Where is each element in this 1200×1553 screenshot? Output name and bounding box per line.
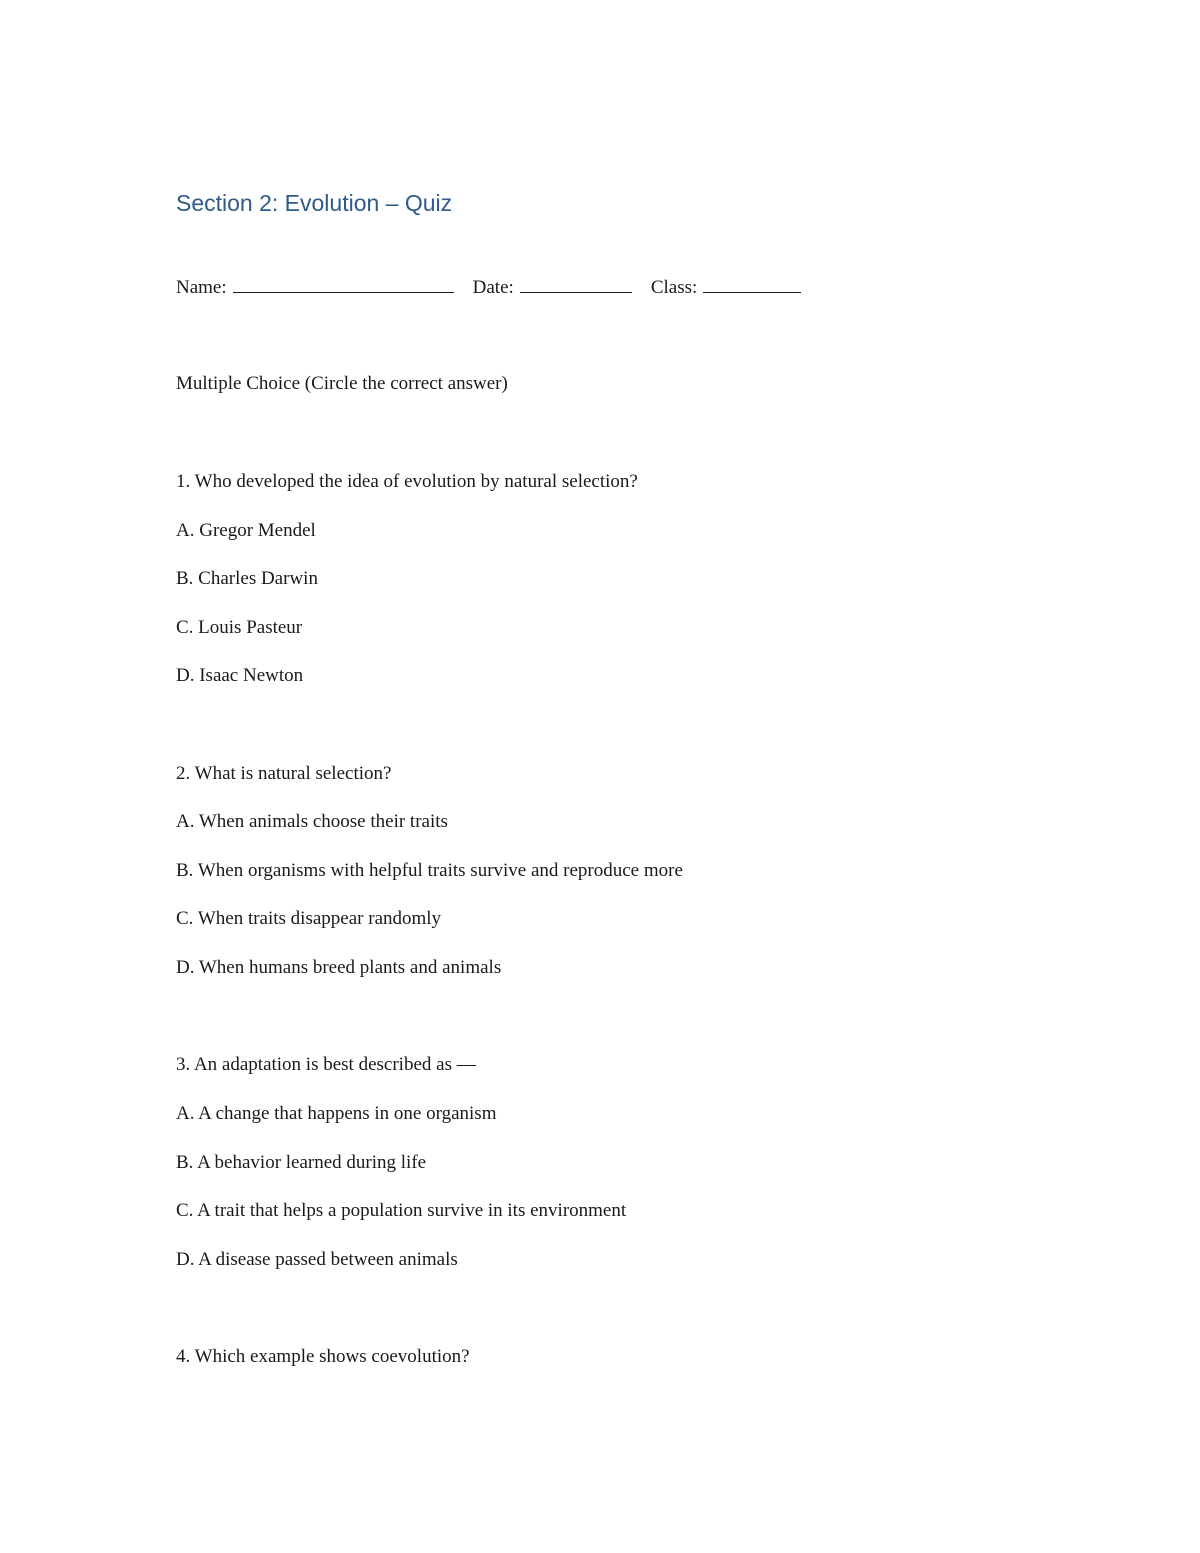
name-blank-line: [233, 277, 454, 293]
page-title: Section 2: Evolution – Quiz: [176, 190, 453, 216]
answer-option: A. When animals choose their traits: [176, 811, 448, 832]
instructions: Multiple Choice (Circle the correct answer): [176, 373, 508, 394]
answer-option: D. A disease passed between animals: [176, 1249, 458, 1270]
question-prompt: 2. What is natural selection?: [176, 763, 392, 784]
question-prompt: 4. Which example shows coevolution?: [176, 1346, 470, 1367]
question-prompt: 1. Who developed the idea of evolution by natural selection?: [176, 471, 638, 492]
date-blank-line: [520, 277, 632, 293]
answer-option: C. A trait that helps a population survive in its environment: [176, 1200, 627, 1221]
answer-option: B. When organisms with helpful traits survive and reproduce more: [176, 860, 683, 881]
answer-option: D. When humans breed plants and animals: [176, 957, 502, 978]
student-info-row: [176, 277, 801, 299]
answer-option: A. A change that happens in one organism: [176, 1103, 497, 1124]
answer-option: D. Isaac Newton: [176, 665, 304, 686]
answer-option: A. Gregor Mendel: [176, 520, 316, 541]
answer-option: C. Louis Pasteur: [176, 617, 303, 638]
class-blank-line: [703, 277, 801, 293]
answer-option: B. Charles Darwin: [176, 568, 318, 589]
answer-option: B. A behavior learned during life: [176, 1152, 427, 1173]
name-label: Name:: [176, 277, 227, 298]
class-label: Class:: [650, 277, 698, 298]
question-prompt: 3. An adaptation is best described as —: [176, 1054, 476, 1075]
date-label: Date:: [472, 277, 514, 298]
answer-option: C. When traits disappear randomly: [176, 908, 442, 929]
